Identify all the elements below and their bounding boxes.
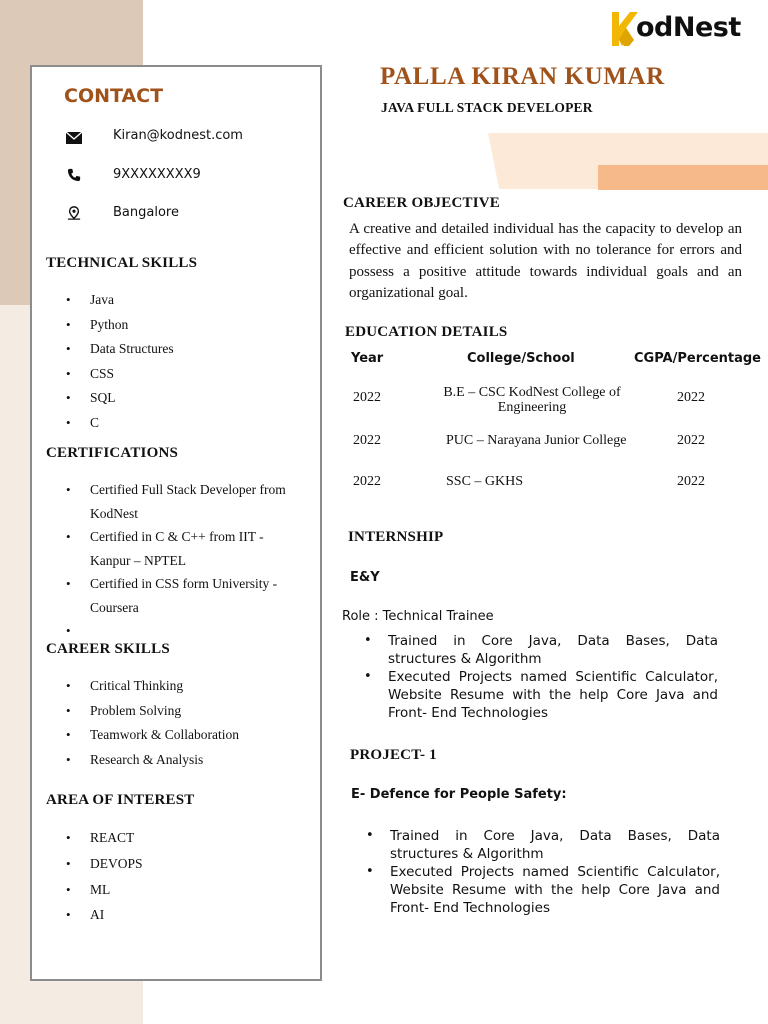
list-item: • Teamwork & Collaboration [66,725,306,750]
education-row-score: 2022 [677,433,705,448]
education-row-year: 2022 [353,474,381,489]
education-row-score: 2022 [677,390,705,405]
list-item: • Java [66,290,306,315]
education-column-college: College/School [467,351,575,366]
internship-company: E&Y [350,570,380,585]
project-heading: PROJECT- 1 [350,747,437,763]
candidate-name: PALLA KIRAN KUMAR [380,63,665,90]
list-item: • CSS [66,364,306,389]
contact-location: Bangalore [113,205,179,220]
education-row-college: SSC – GKHS [446,474,524,489]
project-title: E- Defence for People Safety: [351,787,567,802]
career-skills-list [66,676,306,774]
career-objective-text: A creative and detailed individual has the capacity to develop an effective and efficient solution with no tolerance for errors and possess a positive attitude towards individual goals and an organizational goal. [349,221,742,301]
education-row-year: 2022 [353,433,381,448]
contact-email: Kiran@kodnest.com [113,128,243,143]
contact-heading: CONTACT [64,85,164,107]
list-item: • Executed Projects named Scientific Calculator, Website Resume with the help Core Java and Front- End Technologies [366,863,720,917]
list-item: • Executed Projects named Scientific Calculator, Website Resume with the help Core Java and Front- End Technologies [364,668,718,722]
education-row-college: B.E – CSC KodNest College of Engineering [443,385,621,415]
location-pin-icon [66,206,82,220]
list-item: • ML [66,880,306,906]
internship-role: Role : Technical Trainee [342,609,494,624]
technical-skills-heading: TECHNICAL SKILLS [46,255,198,271]
list-item: • Research & Analysis [66,750,306,775]
education-column-score: CGPA/Percentage [634,351,761,366]
list-item: • Data Structures [66,339,306,364]
envelope-icon [66,131,82,145]
certifications-list [66,478,304,641]
list-item: • DEVOPS [66,854,306,880]
list-item: • Critical Thinking [66,676,306,701]
contact-phone: 9XXXXXXXX9 [113,167,201,182]
list-item: • Certified in C & C++ from IIT - Kanpur – NPTEL [66,525,304,572]
education-row-score: 2022 [677,474,705,489]
area-of-interest-heading: AREA OF INTEREST [46,792,195,808]
education-row-year: 2022 [353,390,381,405]
list-item: • C [66,413,306,438]
list-item: • Python [66,315,306,340]
decorative-stripe-dark [598,165,768,190]
certifications-heading: CERTIFICATIONS [46,445,179,461]
candidate-role: JAVA FULL STACK DEVELOPER [381,100,593,115]
education-heading: EDUCATION DETAILS [345,324,508,340]
list-item: • Trained in Core Java, Data Bases, Data structures & Algorithm [364,632,718,668]
area-of-interest-list [66,828,306,931]
list-item: • Problem Solving [66,701,306,726]
list-item: • REACT [66,828,306,854]
list-item: • SQL [66,388,306,413]
list-item: • Trained in Core Java, Data Bases, Data structures & Algorithm [366,827,720,863]
education-row-college: PUC – Narayana Junior College [446,433,627,448]
list-item: • AI [66,905,306,931]
phone-icon [66,168,82,182]
logo-wordmark: odNest [636,12,741,43]
career-skills-heading: CAREER SKILLS [46,641,170,657]
career-objective-heading: CAREER OBJECTIVE [343,195,500,211]
list-item [66,619,304,641]
internship-heading: INTERNSHIP [348,529,444,545]
list-item: • Certified in CSS form University - Coursera [66,572,304,619]
project-points [366,827,720,917]
technical-skills-list [66,290,306,437]
kodnest-logo [610,10,760,50]
list-item: • Certified Full Stack Developer from KodNest [66,478,304,525]
internship-points [364,632,718,722]
education-column-year: Year [351,351,384,366]
